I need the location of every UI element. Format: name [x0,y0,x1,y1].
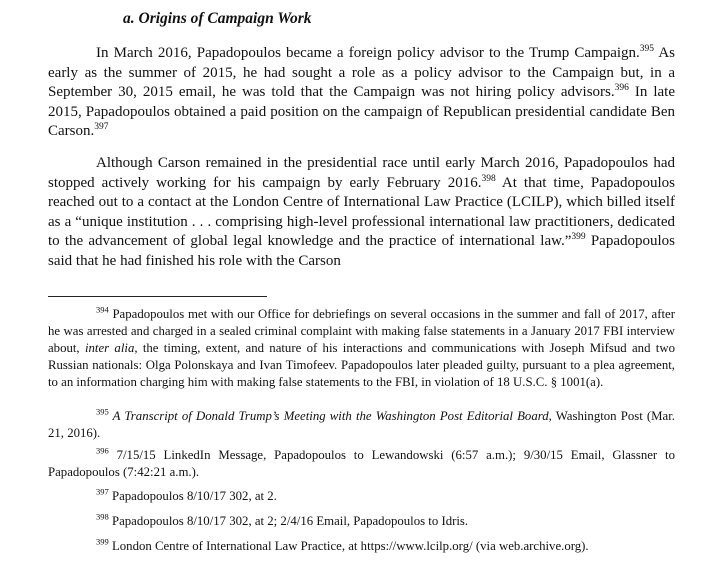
footnote-number: 397 [96,486,109,497]
footnote-italic-text: A Transcript of Donald Trump’s Meeting with the Washington Post Editorial Board [108,409,549,423]
paragraph-text: As early as the summer of 2015, he had sought a role as a policy advisor to the Campaign but, in a September 30, 2015 email, he was told that the Campaign was not hiring policy advisors. [48,45,676,101]
footnote-text: Papadopoulos 8/10/17 302, at 2; 2/4/16 Email, Papadopoulos to Idris. [108,514,469,528]
footnote-italic-text: inter alia [84,341,135,355]
footnote-ref: 395 [639,44,655,54]
footnote-text: London Centre of International Law Practice, at https://www.lcilp.org/ (via web.archive.org). [108,539,589,553]
footnote-text: Papadopoulos met with our Office for debriefings on several occasions in the summer and fall of 2017, after he was arrested and charged in a sealed criminal complaint with making false statements in a January 2017 FBI interview about, [48,307,675,355]
footnote-number: 396 [96,445,109,456]
section-heading: a. Origins of Campaign Work [123,10,312,27]
footnote-text: , the timing, extent, and nature of his interactions and communications with Joseph Mifsud and two Russian nationals: Olga Polonskaya and Ivan Timofeev. Papadopoulos later pleaded guilty, pursuant to a plea agreement, to an information charging him with making false statements to the FBI, in violation of 18 U.S.C. § 1001(a). [48,341,675,389]
footnote-ref: 399 [571,232,586,243]
paragraph-text: Although Carson remained in the presidential race until early March 2016, Papadopoulos had stopped actively working for his campaign by early February 2016. [48,155,675,191]
paragraph-origins [48,44,675,142]
paragraph-text: In March 2016, Papadopoulos became a foreign policy advisor to the Trump Campaign. [96,45,640,61]
footnote-394 [48,306,675,391]
footnote-ref: 397 [94,122,109,133]
paragraph-text: In late 2015, Papadopoulos obtained a paid position on the campaign of Republican presidential candidate Ben Carson. [48,84,675,140]
footnote-395 [48,408,675,442]
footnote-398 [48,513,675,530]
footnote-ref: 396 [614,83,629,94]
footnote-399 [48,538,675,555]
footnote-text: 7/15/15 LinkedIn Message, Papadopoulos to Lewandowski (6:57 a.m.); 9/30/15 Email, Glassner to Papadopoulos (7:42:21 a.m.). [48,448,675,479]
paragraph-carson [48,154,675,272]
footnote-number: 394 [96,304,109,315]
footnote-number: 399 [96,536,109,547]
paragraph-text: At that time, Papadopoulos reached out to a contact at the London Centre of International Law Practice (LCILP), which billed itself as a “unique institution . . . comprising high-level professional international law practitioners, dedicated to the advancement of global legal knowledge and the practice of international law.” [48,174,675,250]
footnote-397 [48,488,675,505]
paragraph-text: Papadopoulos said that he had finished his role with the Carson [48,233,675,269]
footnote-text: , Washington Post (Mar. 21, 2016). [48,409,675,440]
footnote-text: Papadopoulos 8/10/17 302, at 2. [108,489,277,503]
footnote-ref: 398 [481,173,496,184]
footnote-number: 398 [96,511,109,522]
footnote-396 [48,447,675,481]
footnote-divider [48,296,267,297]
footnote-number: 395 [96,406,109,417]
